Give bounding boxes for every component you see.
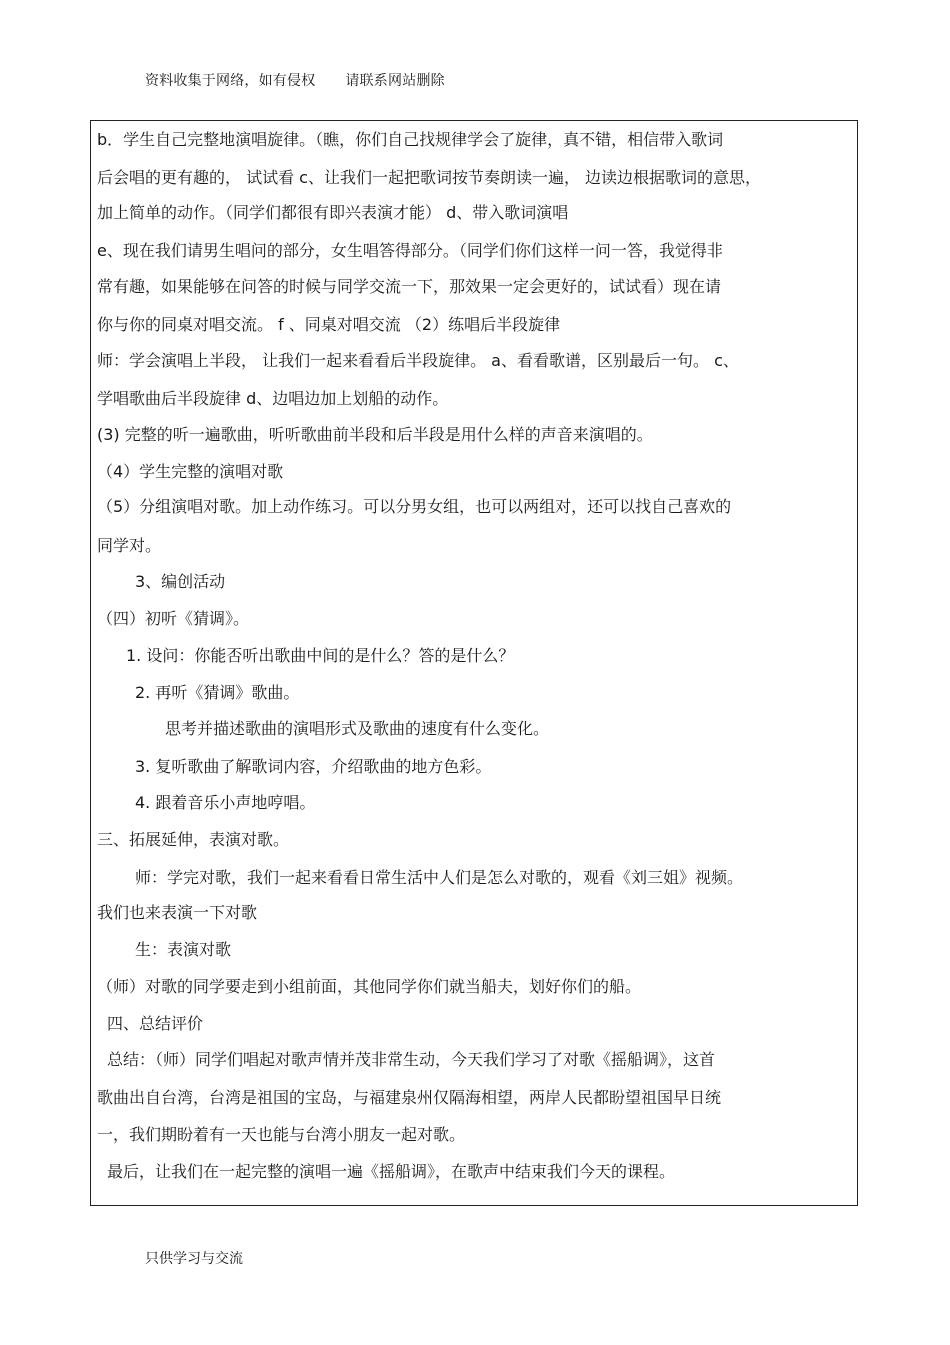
text-line: 同学对。: [97, 536, 162, 555]
text-line: 后会唱的更有趣的， 试试看 c、让我们一起把歌词按节奏朗读一遍， 边读边根据歌词的意思，: [97, 168, 762, 187]
text-line: b．学生自己完整地演唱旋律。（瞧，你们自己找规律学会了旋律，真不错，相信带入歌词: [97, 130, 724, 149]
text-line: 歌曲出自台湾，台湾是祖国的宝岛，与福建泉州仅隔海相望，两岸人民都盼望祖国早日统: [97, 1088, 722, 1107]
text-line: 常有趣，如果能够在问答的时候与同学交流一下，那效果一定会更好的，试试看）现在请: [97, 277, 722, 296]
text-line: (3) 完整的听一遍歌曲，听听歌曲前半段和后半段是用什么样的声音来演唱的。: [97, 425, 653, 444]
text-line: 师：学完对歌，我们一起来看看日常生活中人们是怎么对歌的，观看《刘三姐》视频。: [135, 868, 744, 887]
page-footer: 只供学习与交流: [145, 1251, 243, 1267]
text-line: 3. 复听歌曲了解歌词内容，介绍歌曲的地方色彩。: [135, 757, 492, 776]
text-line: 师：学会演唱上半段， 让我们一起来看看后半段旋律。 a、看看歌谱，区别最后一句。 c、: [97, 351, 739, 370]
text-line: 4. 跟着音乐小声地哼唱。: [135, 793, 316, 812]
header-right-text: 请联系网站删除: [345, 73, 445, 89]
text-line: 3、编创活动: [135, 572, 226, 591]
text-line: 一，我们期盼着有一天也能与台湾小朋友一起对歌。: [97, 1125, 466, 1144]
text-line: 加上简单的动作。（同学们都很有即兴表演才能） d、带入歌词演唱: [97, 203, 569, 222]
text-line: 四、总结评价: [107, 1014, 204, 1033]
text-line: （5）分组演唱对歌。加上动作练习。可以分男女组，也可以两组对，还可以找自己喜欢的: [97, 497, 732, 516]
header-left-text: 资料收集于网络，如有侵权: [145, 73, 316, 89]
text-line: 总结：（师）同学们唱起对歌声情并茂非常生动，今天我们学习了对歌《摇船调》，这首: [107, 1050, 716, 1069]
text-line: 三、拓展延伸，表演对歌。: [97, 830, 290, 849]
text-line: 学唱歌曲后半段旋律 d、边唱边加上划船的动作。: [97, 389, 449, 408]
text-line: 2. 再听《猜调》歌曲。: [135, 683, 300, 702]
text-line: 你与你的同桌对唱交流。 f 、同桌对唱交流 （2）练唱后半段旋律: [97, 315, 561, 334]
text-line: 我们也来表演一下对歌: [97, 903, 258, 922]
text-line: （师）对歌的同学要走到小组前面，其他同学你们就当船夫，划好你们的船。: [97, 977, 642, 996]
text-line: 思考并描述歌曲的演唱形式及歌曲的速度有什么变化。: [165, 719, 550, 738]
page-header: [145, 70, 445, 90]
text-line: 生：表演对歌: [135, 940, 232, 959]
text-line: 最后，让我们在一起完整的演唱一遍《摇船调》，在歌声中结束我们今天的课程。: [107, 1162, 676, 1181]
text-line: e、现在我们请男生唱问的部分，女生唱答得部分。（同学们你们这样一问一答，我觉得非: [97, 241, 723, 260]
text-line: （4）学生完整的演唱对歌: [97, 462, 284, 481]
text-line: （四）初听《猜调》。: [97, 609, 250, 628]
text-line: 1. 设问：你能否听出歌曲中间的是什么？答的是什么？: [126, 646, 515, 665]
